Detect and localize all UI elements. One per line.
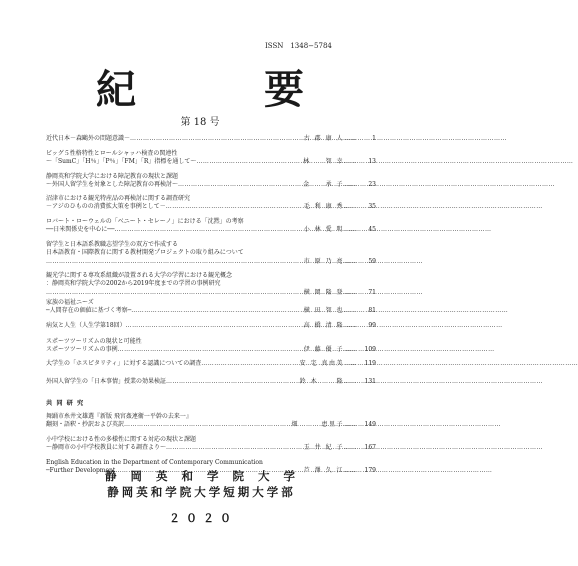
- entry-title: 病気と人生（人生学第18回）: [46, 322, 126, 329]
- entry-subtitle: 翻刻・語釈・抄訳および英訳: [46, 421, 125, 429]
- entry-title: ：静岡英和学院大学の2002から2019年度までの学習の事例研究: [46, 280, 221, 288]
- entry-author: 横 田 智 也: [303, 307, 344, 315]
- entry-title: 近代日本－森鷗外の問題意識－: [46, 135, 131, 142]
- entry-subtitle: ─Further Development: [46, 467, 116, 475]
- toc-entry[interactable]: [46, 436, 376, 453]
- toc-entry[interactable]: [46, 338, 376, 355]
- entry-title: ロバート・ローウェルの「ベニート・セレーノ」における「沈黙」の考察: [46, 218, 244, 225]
- entry-title: 舞踊市糸井文雄選『新版 飛宮姦連衛一平幹の去来一』: [46, 413, 192, 420]
- entry-title: ビッグ５性格特性とロールシャッハ検査の関連性: [46, 150, 178, 157]
- entry-page: 71: [368, 288, 376, 296]
- entry-page: 59: [368, 257, 376, 265]
- toc-entry[interactable]: [46, 272, 376, 297]
- entry-title: 観光学に関する専攻系組織が設置される大学の学習における観光概念: [46, 272, 233, 279]
- entry-author: 安 宅 真由美: [299, 360, 344, 367]
- entry-title: 留学生と日本語系教職志望学生の双方で作成する: [46, 241, 179, 248]
- entry-page: 149: [364, 421, 376, 429]
- entry-title: 静岡英和学院大学における障記教育の現状と課題: [46, 173, 179, 180]
- entry-title: 外国人留学生の「日本事情」授業の効果検証: [46, 378, 167, 385]
- entry-title: 沼津市における観光特産品の再検討に関する調査研究: [46, 195, 191, 202]
- entry-page: 35: [368, 203, 376, 211]
- entry-author: 芦 澤 久 江: [303, 467, 344, 475]
- entry-author: 古 郡 康 人: [303, 135, 344, 142]
- toc-entry[interactable]: [46, 241, 376, 266]
- entry-subtitle: ～「SumC」「H％」「P％」「FM」「R」指標を通して～: [46, 158, 197, 166]
- entry-author: 小 林 愛 明: [303, 226, 344, 234]
- entry-page: 45: [368, 226, 376, 234]
- toc-entry[interactable]: [46, 135, 376, 143]
- entry-author: 玉 井 紀 子: [303, 444, 344, 452]
- issn-number: ISSN 1348−5784: [265, 42, 332, 50]
- entry-author: 鈴 木 隆: [299, 378, 344, 385]
- toc-entry[interactable]: [46, 218, 376, 235]
- entry-subtitle: ──日米関係史を中心に──: [46, 226, 115, 234]
- entry-author: 畑 恵里子: [291, 421, 344, 429]
- entry-author: 伊 藤 優 子: [303, 346, 344, 354]
- entry-page: 179: [364, 467, 376, 475]
- entry-title: 小中学校における性の多様性に関する対応の現状と課題: [46, 436, 197, 443]
- entry-author: 金 承 子: [303, 181, 344, 189]
- entry-subtitle: ～静岡市の小中学校教員に対する調査より～: [46, 444, 167, 452]
- entry-title: 大学生の「ホスピタリティ」に対する認識についての調査: [46, 360, 202, 367]
- toc-entry[interactable]: [46, 195, 376, 212]
- entry-author: 毛 利 康 秀: [303, 203, 344, 211]
- entry-author: 高 橋 清 隆: [303, 322, 344, 329]
- entry-title: 日本語教育・国際教育に関する教材開発プロジェクトの取り組みについて: [46, 249, 244, 257]
- entry-title: スポーツツーリズムの現状と可能性: [46, 338, 142, 345]
- publisher-junior-college: 静岡英和学院大学短期大学部: [107, 485, 296, 499]
- toc-entry[interactable]: [46, 378, 376, 386]
- entry-author: 林 智 幸: [303, 158, 344, 166]
- journal-title: 紀 要: [96, 66, 348, 113]
- joint-research-heading: 共 同 研 究: [46, 400, 85, 407]
- publication-year: ２０２０: [169, 512, 237, 525]
- entry-page: 13: [368, 158, 376, 166]
- entry-page: 167: [364, 444, 376, 452]
- entry-page: 99: [368, 322, 376, 329]
- entry-page: 131: [364, 378, 376, 385]
- toc-entry[interactable]: [46, 360, 376, 368]
- entry-page: 81: [368, 307, 376, 315]
- entry-title: 家族の福祉ニーズ: [46, 299, 94, 306]
- toc-entry[interactable]: [46, 173, 376, 190]
- toc-entry[interactable]: [46, 150, 376, 167]
- entry-author: 横 岡 隆 登: [303, 288, 344, 296]
- entry-page: 1: [372, 135, 376, 142]
- toc-entry[interactable]: [46, 322, 376, 330]
- entry-page: 109: [364, 346, 376, 354]
- entry-subtitle: ～外国人留学生を対象とした障記教育の再検討～: [46, 181, 179, 189]
- entry-page: 23: [368, 181, 376, 189]
- entry-subtitle: ─人間存在の価値に基づく考察─: [46, 307, 132, 315]
- entry-author: 市 原 乃 亮: [303, 257, 344, 265]
- publisher-university: 静 岡 英 和 学 院 大 学: [104, 469, 301, 483]
- entry-subtitle: －アジのひものの消費拡大策を事例として－: [46, 203, 166, 211]
- toc-entry[interactable]: [46, 413, 376, 430]
- toc-entry[interactable]: [46, 299, 376, 316]
- issue-number: 第 18 号: [180, 117, 220, 128]
- entry-page: 119: [364, 360, 376, 367]
- entry-title: English Education in the Department of Contemporary Communication: [46, 459, 263, 466]
- entry-subtitle: スポーツツーリズムの事例: [46, 346, 118, 354]
